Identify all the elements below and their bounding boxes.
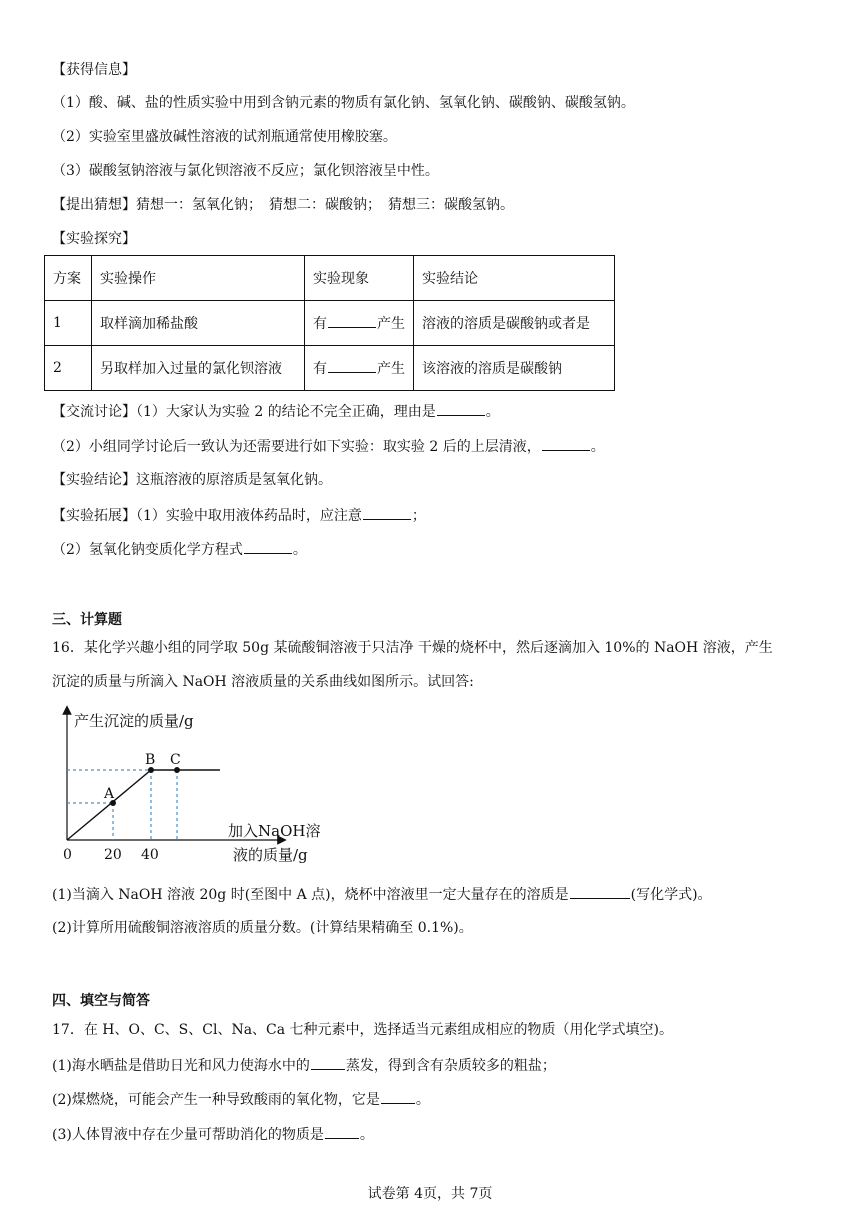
answer-blank[interactable] [311, 1055, 345, 1070]
plan-cell: 1 [45, 301, 92, 346]
conclusion-cell: 溶液的溶质是碳酸钠或者是 [414, 301, 615, 346]
extension-line-1: 【实验拓展】（1）实验中取用液体药品时，应注意 ； [52, 505, 426, 526]
header-conclusion: 实验结论 [414, 256, 615, 301]
phenomenon-cell [305, 301, 414, 346]
answer-blank[interactable] [570, 884, 630, 899]
answer-blank[interactable] [381, 1089, 415, 1104]
phenomenon-pre: 有 [313, 316, 327, 332]
hypothesis-line: 【提出猜想】猜想一：氢氧化钠； 猜想二：碳酸钠； 猜想三：碳酸氢钠。 [52, 197, 514, 213]
operation-cell: 另取样加入过量的氯化钡溶液 [92, 346, 305, 391]
experiment-table [44, 255, 615, 391]
discussion-line-2: （2）小组同学讨论后一致认为还需要进行如下实验：取实验 2 后的上层清液， 。 [52, 436, 605, 457]
plan-cell: 2 [45, 346, 92, 391]
conclusion-cell: 该溶液的溶质是碳酸钠 [414, 346, 615, 391]
answer-blank[interactable] [328, 313, 376, 328]
section-3-title: 三、计算题 [52, 612, 122, 628]
q16-line-2: 沉淀的质量与所滴入 NaOH 溶液质量的关系曲线如图所示。试回答: [52, 674, 474, 690]
table-row [45, 346, 615, 391]
page-footer: 试卷第 4页，共 7页 [367, 1186, 493, 1202]
header-phenomenon: 实验现象 [305, 256, 414, 301]
table-header-row [45, 256, 615, 301]
point-a-label: A [104, 786, 115, 802]
precipitate-graph [50, 700, 350, 870]
info-item-3: （3）碳酸氢钠溶液与氯化钡溶液不反应；氯化钡溶液呈中性。 [52, 163, 439, 179]
info-item-2: （2）实验室里盛放碱性溶液的试剂瓶通常使用橡胶塞。 [52, 129, 397, 145]
q16-line-1: 16．某化学兴趣小组的同学取 50g 某硫酸铜溶液于只洁净 干燥的烧杯中，然后逐滴加入 10%的 NaOH 溶液，产生 [52, 640, 773, 656]
origin-label: 0 [63, 847, 72, 863]
discussion-line-1: 【交流讨论】（1）大家认为实验 2 的结论不完全正确，理由是 。 [52, 401, 500, 422]
x-axis-label-line-2: 液的质量/g [233, 846, 308, 864]
section-4-title: 四、填空与简答 [52, 993, 150, 1009]
q17-part-1: (1)海水晒盐是借助日光和风力使海水中的 蒸发，得到含有杂质较多的粗盐； [52, 1055, 556, 1076]
q17-part-2: (2)煤燃烧，可能会产生一种导致酸雨的氧化物，它是 。 [52, 1089, 430, 1110]
extension-line-2: （2）氢氧化钠变质化学方程式 。 [52, 539, 307, 560]
phenomenon-cell [305, 346, 414, 391]
tick-label-40: 40 [141, 847, 159, 863]
answer-blank[interactable] [437, 401, 485, 416]
q17-intro: 17．在 H、O、C、S、Cl、Na、Ca 七种元素中，选择适当元素组成相应的物质（用化学式填空)。 [52, 1022, 674, 1038]
answer-blank[interactable] [244, 539, 292, 554]
q17-part-3: (3)人体胃液中存在少量可帮助消化的物质是 。 [52, 1124, 374, 1145]
phenomenon-post: 产生 [377, 316, 405, 332]
explore-title: 【实验探究】 [52, 231, 136, 247]
point-b-label: B [145, 752, 156, 768]
tick-label-20: 20 [104, 847, 122, 863]
header-operation: 实验操作 [92, 256, 305, 301]
precipitate-curve [67, 770, 220, 840]
y-axis-label: 产生沉淀的质量/g [74, 712, 194, 730]
info-item-1: （1）酸、碱、盐的性质实验中用到含钠元素的物质有氯化钠、氢氧化钠、碳酸钠、碳酸氢钠。 [52, 95, 635, 111]
q16-part-2: (2)计算所用硫酸铜溶液溶质的质量分数。(计算结果精确至 0.1%)。 [52, 920, 473, 936]
q16-part-1: (1)当滴入 NaOH 溶液 20g 时(至图中 A 点)，烧杯中溶液里一定大量存在的溶质是 (写化学式)。 [52, 884, 712, 905]
answer-blank[interactable] [542, 436, 590, 451]
header-plan: 方案 [45, 256, 92, 301]
phenomenon-pre: 有 [313, 361, 327, 377]
conclusion-line: 【实验结论】这瓶溶液的原溶质是氢氧化钠。 [52, 472, 332, 488]
table-row [45, 301, 615, 346]
x-axis-label-line-1: 加入NaOH溶 [228, 822, 321, 840]
answer-blank[interactable] [325, 1124, 359, 1139]
phenomenon-post: 产生 [377, 361, 405, 377]
answer-blank[interactable] [363, 505, 411, 520]
info-title: 【获得信息】 [52, 62, 136, 78]
answer-blank[interactable] [328, 358, 376, 373]
point-c-label: C [170, 752, 181, 768]
operation-cell: 取样滴加稀盐酸 [92, 301, 305, 346]
